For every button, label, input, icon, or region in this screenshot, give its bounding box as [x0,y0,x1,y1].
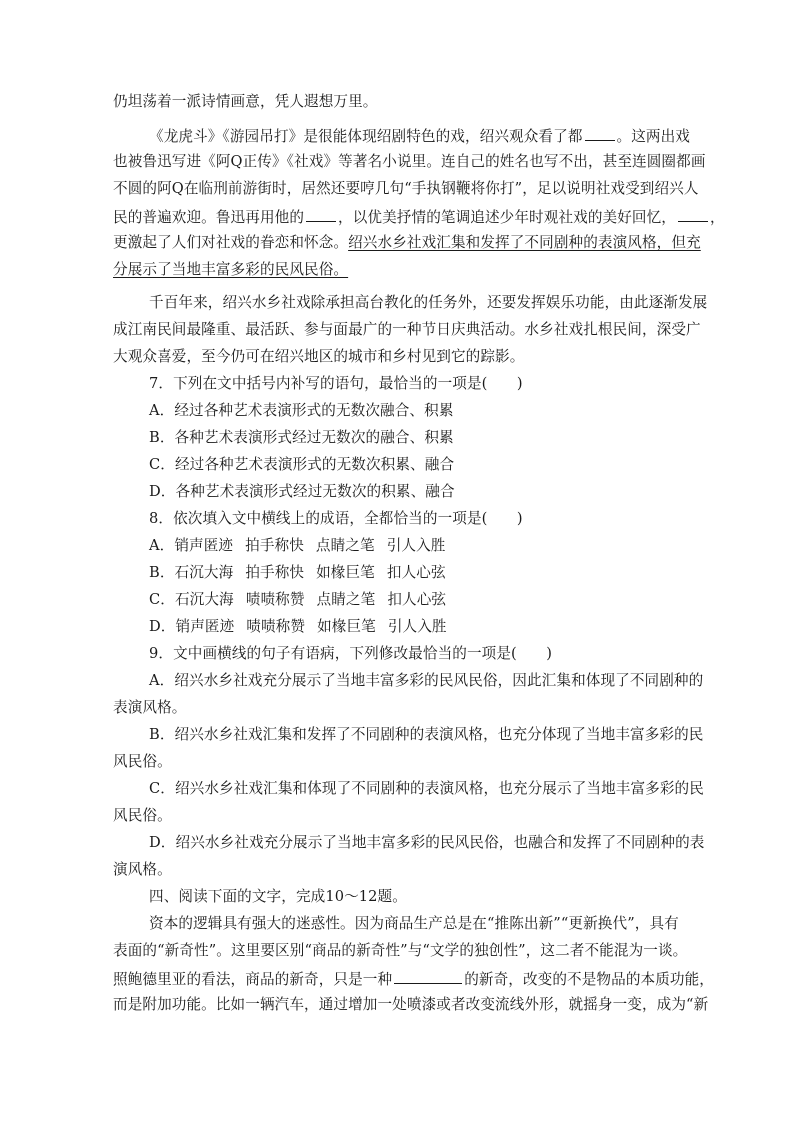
text: A．经过各种艺术表演形式的无数次融合、积累 [149,402,454,419]
text: ， [710,209,725,226]
text: 风民俗。 [113,753,172,770]
text: 不圆的阿Q在临刑前游街时，居然还要哼几句“手执钢鞭将你打”，足以说明社戏受到绍兴人 [113,180,699,197]
question-9-stem [149,644,552,664]
text-line [149,293,707,313]
q8-option-d: D．销声匿迹 啧啧称赞 如椽巨笔 引人入胜 [149,618,447,635]
text: B．各种艺术表演形式经过无数次的融合、积累 [149,429,454,446]
text: 四、阅读下面的文字，完成10～12题。 [149,888,407,905]
q8-option-b: B．石沉大海 拍手称快 如椽巨笔 扣人心弦 [149,564,446,581]
fill-blank [585,125,615,141]
text: C．绍兴水乡社戏汇集和体现了不同剧种的表演风格，也充分展示了当地丰富多彩的民 [149,780,704,797]
q7-option-c [149,455,454,475]
text: 表演风格。 [113,699,187,716]
text-line [113,320,701,340]
text: 千百年来，绍兴水乡社戏除承担高台教化的任务外，还要发挥娱乐功能，由此逐渐发展 [149,294,708,311]
q7-option-b [149,428,454,448]
q9-option-c [149,779,704,799]
text: 风民俗。 [113,807,172,824]
q7-option-d [149,482,455,502]
text: 。这两出戏 [616,128,690,145]
text: 9．文中画横线的句子有语病，下列修改最恰当的一项是( ) [149,645,553,662]
underlined-sentence: 分展示了当地丰富多彩的民风民俗。 [113,261,349,278]
text-line [113,941,687,961]
text: 而是附加功能。比如一辆汽车，通过增加一处喷漆或者改变流线外形，就摇身一变，成为“新 [113,996,709,1013]
q9-option-b [149,725,704,745]
text-line [113,206,725,228]
text: 《龙虎斗》《游园吊打》是很能体现绍剧特色的戏，绍兴观众看了都 [149,128,583,145]
text: ，以优美抒情的笔调追述少年时观社戏的美好回忆， [338,209,676,226]
q9-option-c-cont [113,806,172,826]
text: 仍坦荡着一派诗情画意，凭人遐想万里。 [113,93,378,110]
text: 演风格。 [113,861,172,878]
text: 大观众喜爱，至今仍可在绍兴地区的城市和乡村见到它的踪影。 [113,348,525,365]
text: 照鲍德里亚的看法，商品的新奇，只是一种 [113,971,393,988]
text-line [113,347,524,367]
text: D．各种艺术表演形式经过无数次的积累、融合 [149,483,455,500]
text-line [113,995,708,1015]
q9-option-d-cont [113,860,172,880]
q8-option-a: A．销声匿迹 拍手称快 点睛之笔 引人入胜 [149,537,446,554]
q9-option-d [149,833,704,853]
text: 表面的“新奇性”。这里要区别“商品的新奇性”与“文学的独创性”，这二者不能混为一谈。 [113,942,688,959]
text-line [149,125,690,147]
q7-option-a [149,401,454,421]
text: C．经过各种艺术表演形式的无数次积累、融合 [149,456,455,473]
text: 民的普遍欢迎。鲁迅再用他的 [113,209,305,226]
text: D．绍兴水乡社戏充分展示了当地丰富多彩的民风民俗，也融合和发挥了不同剧种的表 [149,834,705,851]
text-line [113,968,714,990]
fill-blank [306,206,336,222]
text: 的新奇，改变的不是物品的本质功能， [464,971,714,988]
text-line [113,233,701,253]
question-8-stem [149,509,523,529]
text-line [113,179,699,199]
fill-blank [678,206,708,222]
text: A．绍兴水乡社戏充分展示了当地丰富多彩的民风民俗，因此汇集和体现了不同剧种的 [149,672,704,689]
q9-option-a [149,671,703,691]
underlined-sentence: 绍兴水乡社戏汇集和发挥了不同剧种的表演风格，但充 [348,234,701,251]
question-7-stem [149,374,523,394]
q9-option-b-cont [113,752,172,772]
q8-option-c: C．石沉大海 啧啧称赞 点睛之笔 扣人心弦 [149,591,447,608]
text: 也被鲁迅写进《阿Q正传》《社戏》等著名小说里。连自己的姓名也写不出，甚至连圆圈都画 [113,153,706,170]
q9-option-a-cont [113,698,186,718]
text: 7．下列在文中括号内补写的语句，最恰当的一项是( ) [149,375,523,392]
text: 成江南民间最隆重、最活跃、参与面最广的一种节日庆典活动。水乡社戏扎根民间，深受广 [113,321,701,338]
text-line [113,260,348,280]
text: 8．依次填入文中横线上的成语，全都恰当的一项是( ) [149,510,523,527]
section-heading [149,887,407,907]
fill-blank [394,968,462,984]
text: 更激起了人们对社戏的眷恋和怀念。 [113,234,349,251]
text-line [149,914,679,934]
text: 资本的逻辑具有强大的迷惑性。因为商品生产总是在“推陈出新”“更新换代”，具有 [149,915,679,932]
text-line [113,152,706,172]
text: B．绍兴水乡社戏汇集和发挥了不同剧种的表演风格，也充分体现了当地丰富多彩的民 [149,726,704,743]
text-line [113,92,378,112]
